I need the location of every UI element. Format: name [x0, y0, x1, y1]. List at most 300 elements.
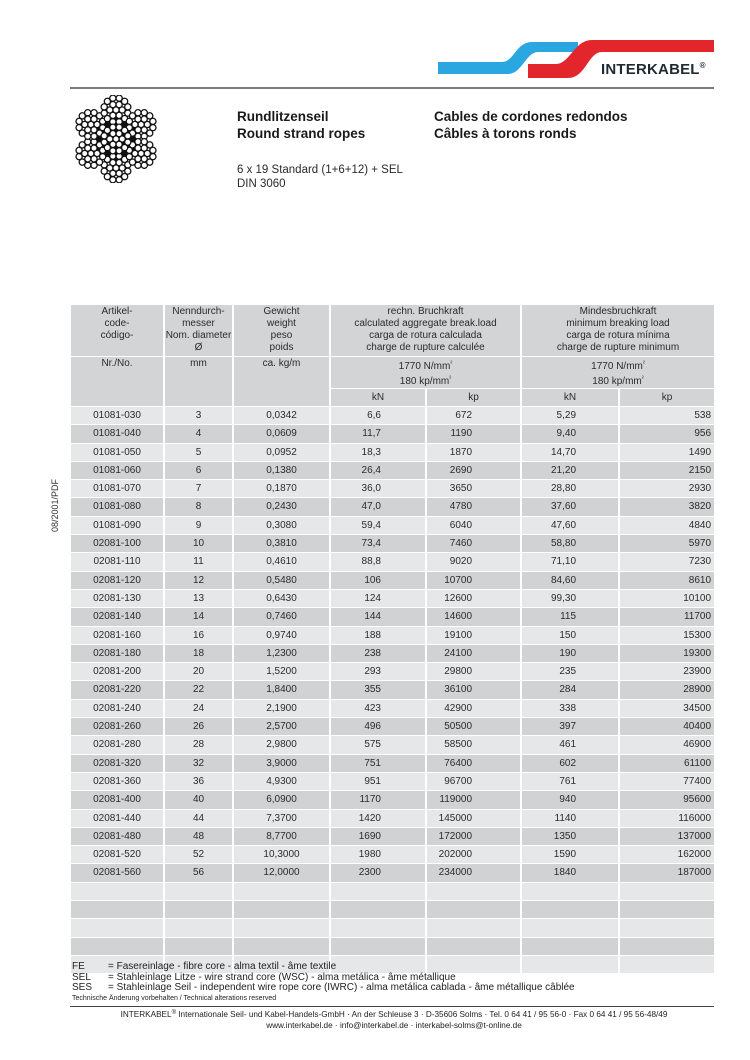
cell-min-kn: 99,30	[522, 590, 620, 608]
cell-diameter: 26	[165, 718, 234, 736]
cell-min-kn: 84,60	[522, 572, 620, 590]
cell-min-kn	[522, 901, 620, 919]
cell-min-kp: 11700	[620, 608, 714, 626]
header-line: código-	[100, 330, 134, 341]
cell-calc-kp: 29800	[427, 663, 522, 681]
cell-min-kn: 58,80	[522, 535, 620, 553]
cell-min-kn: 1140	[522, 810, 620, 828]
cell-min-kp: 15300	[620, 627, 714, 645]
header-line: Nom. diameter	[165, 330, 232, 341]
header-line: charge de rupture minimum	[556, 342, 680, 353]
cell-article-code: 01081-090	[71, 517, 165, 535]
rope-cross-section-icon	[70, 95, 162, 183]
cell-calc-kp	[427, 919, 522, 937]
cell-diameter: 12	[165, 572, 234, 590]
cell-min-kp: 23900	[620, 663, 714, 681]
cell-min-kn: 190	[522, 645, 620, 663]
cell-calc-kp: 234000	[427, 864, 522, 882]
cell-article-code: 01081-060	[71, 462, 165, 480]
header-minimum-load	[522, 305, 714, 357]
header-line: weight	[267, 318, 296, 329]
cell-min-kp: 3820	[620, 498, 714, 516]
strength-nmm2	[331, 358, 520, 373]
cell-min-kp	[620, 901, 714, 919]
cell-calc-kp: 6040	[427, 517, 522, 535]
cell-min-kp: 162000	[620, 846, 714, 864]
cell-diameter: 6	[165, 462, 234, 480]
cell-min-kp: 77400	[620, 773, 714, 791]
cell-calc-kp: 24100	[427, 645, 522, 663]
cell-calc-kp: 119000	[427, 791, 522, 809]
cell-min-kn: 150	[522, 627, 620, 645]
strength-text: 180 kp/mm	[592, 376, 642, 387]
cell-weight: 7,3700	[234, 810, 331, 828]
legend	[72, 962, 575, 1003]
cell-min-kn: 71,10	[522, 553, 620, 571]
cell-weight: 1,5200	[234, 663, 331, 681]
cell-weight: 0,1380	[234, 462, 331, 480]
cell-min-kp: 4840	[620, 517, 714, 535]
table-row	[71, 517, 714, 535]
cell-diameter: 11	[165, 553, 234, 571]
cell-weight: 6,0900	[234, 791, 331, 809]
cell-diameter: 5	[165, 444, 234, 462]
legend-text: = Stahleinlage Seil - independent wire rope core (IWRC) - alma metálica cablada - âme métallique câblée	[108, 982, 575, 993]
header-line: minimum breaking load	[566, 318, 670, 329]
cell-article-code: 02081-400	[71, 791, 165, 809]
cell-weight: 0,0342	[234, 407, 331, 425]
cell-min-kn: 21,20	[522, 462, 620, 480]
cell-article-code: 02081-560	[71, 864, 165, 882]
cell-calc-kp: 202000	[427, 846, 522, 864]
cell-calc-kn: 18,3	[331, 444, 427, 462]
table-row	[71, 700, 714, 718]
cell-calc-kp	[427, 938, 522, 956]
cell-weight: 0,7460	[234, 608, 331, 626]
cell-weight: 0,3810	[234, 535, 331, 553]
unit-kn-min: kN	[522, 389, 620, 407]
cell-min-kn: 9,40	[522, 425, 620, 443]
cell-min-kn: 397	[522, 718, 620, 736]
header-line: code-	[104, 318, 130, 329]
cell-min-kn	[522, 919, 620, 937]
brand-name: INTERKABEL	[601, 61, 700, 78]
cell-calc-kn: 2300	[331, 864, 427, 882]
cell-calc-kn: 423	[331, 700, 427, 718]
cell-weight: 0,2430	[234, 498, 331, 516]
rope-data-table	[71, 305, 714, 974]
table-row	[71, 663, 714, 681]
cell-calc-kn	[331, 938, 427, 956]
cell-article-code: 02081-440	[71, 810, 165, 828]
header-line: charge de rupture calculée	[366, 342, 485, 353]
cell-diameter: 32	[165, 755, 234, 773]
strength-nmm2	[522, 358, 714, 373]
footer-contacts: www.interkabel.de · info@interkabel.de · interkabel-solms@t-online.de	[266, 1021, 522, 1030]
cell-calc-kn: 293	[331, 663, 427, 681]
cell-min-kp: 538	[620, 407, 714, 425]
header-line: rechn. Bruchkraft	[387, 306, 464, 317]
header-line: calculated aggregate break.load	[354, 318, 497, 329]
footer	[70, 1008, 718, 1031]
cell-article-code: 02081-200	[71, 663, 165, 681]
table-row	[71, 407, 714, 425]
table-row	[71, 627, 714, 645]
unit-article-no: Nr./No.	[71, 357, 165, 407]
cell-weight: 0,6430	[234, 590, 331, 608]
cell-diameter	[165, 901, 234, 919]
cell-weight: 0,9740	[234, 627, 331, 645]
cell-calc-kp: 58500	[427, 736, 522, 754]
cell-min-kp: 116000	[620, 810, 714, 828]
cell-weight: 0,0952	[234, 444, 331, 462]
cell-diameter: 10	[165, 535, 234, 553]
cell-min-kp	[620, 883, 714, 901]
superscript: ²	[450, 361, 453, 367]
cell-article-code	[71, 919, 165, 937]
cell-calc-kn: 1980	[331, 846, 427, 864]
cell-calc-kn: 59,4	[331, 517, 427, 535]
cell-calc-kn: 106	[331, 572, 427, 590]
cell-weight: 2,1900	[234, 700, 331, 718]
cell-calc-kn	[331, 883, 427, 901]
empty-table-row	[71, 919, 714, 937]
title-german: Rundlitzenseil	[237, 109, 329, 124]
empty-table-row	[71, 901, 714, 919]
cell-weight: 8,7700	[234, 828, 331, 846]
cell-min-kp: 2150	[620, 462, 714, 480]
cell-min-kn: 1590	[522, 846, 620, 864]
header-line: Ø	[194, 342, 203, 353]
cell-calc-kn: 1420	[331, 810, 427, 828]
cell-diameter: 48	[165, 828, 234, 846]
table-row	[71, 553, 714, 571]
cell-min-kp: 7230	[620, 553, 714, 571]
cell-diameter: 56	[165, 864, 234, 882]
cell-calc-kp: 3650	[427, 480, 522, 498]
cell-article-code	[71, 938, 165, 956]
cell-calc-kp: 2690	[427, 462, 522, 480]
cell-calc-kp: 672	[427, 407, 522, 425]
header-line: Nenndurch-	[172, 306, 225, 317]
cell-article-code: 01081-050	[71, 444, 165, 462]
cell-min-kp	[620, 956, 714, 974]
cell-weight: 0,5480	[234, 572, 331, 590]
cell-weight: 4,9300	[234, 773, 331, 791]
superscript: ²	[449, 376, 452, 382]
cell-calc-kn: 6,6	[331, 407, 427, 425]
cell-min-kn: 338	[522, 700, 620, 718]
cell-min-kp: 19300	[620, 645, 714, 663]
table-row	[71, 791, 714, 809]
cell-weight: 1,2300	[234, 645, 331, 663]
cell-calc-kp: 9020	[427, 553, 522, 571]
cell-calc-kp: 1190	[427, 425, 522, 443]
disclaimer: Technische Änderung vorbehalten / Technical alterations reserved	[72, 994, 277, 1002]
cell-min-kn: 28,80	[522, 480, 620, 498]
legend-text: = Fasereinlage - fibre core - alma textil - âme textile	[108, 961, 337, 972]
cell-min-kn: 461	[522, 736, 620, 754]
unit-kg-per-m: ca. kg/m	[234, 357, 331, 407]
cell-diameter: 9	[165, 517, 234, 535]
cell-diameter: 18	[165, 645, 234, 663]
cell-diameter: 8	[165, 498, 234, 516]
cell-article-code: 02081-480	[71, 828, 165, 846]
cell-calc-kp	[427, 901, 522, 919]
cell-calc-kn: 11,7	[331, 425, 427, 443]
header-article	[71, 305, 165, 357]
cell-article-code: 02081-520	[71, 846, 165, 864]
cell-calc-kn: 124	[331, 590, 427, 608]
unit-kp-calc: kp	[427, 389, 522, 407]
cell-min-kp: 137000	[620, 828, 714, 846]
cell-calc-kn: 751	[331, 755, 427, 773]
table-row	[71, 718, 714, 736]
cell-calc-kp: 7460	[427, 535, 522, 553]
cell-article-code: 02081-220	[71, 681, 165, 699]
legend-item-ses	[72, 983, 575, 994]
cell-calc-kp: 76400	[427, 755, 522, 773]
cell-calc-kp: 12600	[427, 590, 522, 608]
cell-article-code: 02081-360	[71, 773, 165, 791]
cell-calc-kn: 951	[331, 773, 427, 791]
header-diameter	[165, 305, 234, 357]
cell-weight: 1,8400	[234, 681, 331, 699]
unit-kn-calc: kN	[331, 389, 427, 407]
header-line: Gewicht	[263, 306, 300, 317]
header-calculated-load	[331, 305, 522, 357]
title-english: Round strand ropes	[237, 126, 366, 141]
strength-kpmm2	[331, 373, 520, 388]
cell-calc-kp: 36100	[427, 681, 522, 699]
header-line: messer	[182, 318, 215, 329]
cell-calc-kp: 10700	[427, 572, 522, 590]
table-row	[71, 828, 714, 846]
title-french: Câbles à torons ronds	[434, 126, 577, 141]
table-row	[71, 572, 714, 590]
cell-min-kp: 1490	[620, 444, 714, 462]
cell-calc-kn: 575	[331, 736, 427, 754]
cell-min-kn: 602	[522, 755, 620, 773]
cell-diameter	[165, 938, 234, 956]
cell-weight: 12,0000	[234, 864, 331, 882]
cell-calc-kn: 1170	[331, 791, 427, 809]
cell-diameter: 7	[165, 480, 234, 498]
header-line: Mindesbruchkraft	[579, 306, 657, 317]
cell-min-kn: 761	[522, 773, 620, 791]
cell-weight: 0,0609	[234, 425, 331, 443]
cell-min-kn: 37,60	[522, 498, 620, 516]
legend-item-fe	[72, 962, 575, 973]
table-row	[71, 498, 714, 516]
cell-min-kp: 5970	[620, 535, 714, 553]
cell-calc-kn: 188	[331, 627, 427, 645]
cell-weight	[234, 901, 331, 919]
cell-diameter: 24	[165, 700, 234, 718]
footer-divider	[70, 1006, 714, 1007]
empty-table-row	[71, 938, 714, 956]
header-line: carga de rotura mínima	[566, 330, 670, 341]
cell-calc-kp: 50500	[427, 718, 522, 736]
header-weight	[234, 305, 331, 357]
footer-address	[70, 1008, 718, 1020]
cell-diameter: 52	[165, 846, 234, 864]
table-row	[71, 645, 714, 663]
cell-calc-kn: 238	[331, 645, 427, 663]
table-row	[71, 608, 714, 626]
cell-weight	[234, 919, 331, 937]
cell-weight	[234, 938, 331, 956]
cell-min-kp	[620, 919, 714, 937]
cell-min-kp: 187000	[620, 864, 714, 882]
legend-abbr: SES	[72, 982, 93, 993]
brand-wordmark	[601, 61, 706, 78]
cell-diameter: 16	[165, 627, 234, 645]
strength-text: 1770 N/mm	[591, 361, 643, 372]
table-body	[71, 407, 714, 974]
top-divider	[70, 87, 714, 89]
cell-diameter: 3	[165, 407, 234, 425]
cell-article-code: 02081-120	[71, 572, 165, 590]
cell-article-code	[71, 901, 165, 919]
rope-specification	[237, 163, 403, 191]
cell-min-kn	[522, 883, 620, 901]
cell-calc-kn	[331, 919, 427, 937]
unit-strength-calc	[331, 357, 522, 389]
document-code: 08/2001/PDF	[50, 478, 60, 532]
cell-article-code: 02081-280	[71, 736, 165, 754]
cell-calc-kn: 73,4	[331, 535, 427, 553]
table-row	[71, 810, 714, 828]
cell-min-kp: 2930	[620, 480, 714, 498]
cell-min-kp: 28900	[620, 681, 714, 699]
superscript: ²	[641, 376, 644, 382]
cell-calc-kn: 47,0	[331, 498, 427, 516]
cell-calc-kn: 496	[331, 718, 427, 736]
table-row	[71, 462, 714, 480]
cell-calc-kn: 36,0	[331, 480, 427, 498]
cell-min-kn: 940	[522, 791, 620, 809]
cell-diameter: 14	[165, 608, 234, 626]
cell-article-code: 02081-100	[71, 535, 165, 553]
cell-min-kp: 34500	[620, 700, 714, 718]
cell-weight: 0,3080	[234, 517, 331, 535]
cell-article-code: 01081-080	[71, 498, 165, 516]
cell-article-code: 02081-130	[71, 590, 165, 608]
cell-calc-kp: 172000	[427, 828, 522, 846]
cell-min-kn: 1840	[522, 864, 620, 882]
title-es-fr	[434, 108, 628, 142]
cell-min-kn: 284	[522, 681, 620, 699]
cell-diameter: 4	[165, 425, 234, 443]
cell-min-kn: 1350	[522, 828, 620, 846]
unit-strength-min	[522, 357, 714, 389]
unit-mm: mm	[165, 357, 234, 407]
cell-weight: 2,5700	[234, 718, 331, 736]
cell-min-kp: 10100	[620, 590, 714, 608]
cell-calc-kn: 355	[331, 681, 427, 699]
cell-min-kn: 14,70	[522, 444, 620, 462]
cell-min-kp: 46900	[620, 736, 714, 754]
legend-text: = Stahleinlage Litze - wire strand core (WSC) - alma metálica - âme métallique	[108, 971, 456, 983]
cell-min-kn: 235	[522, 663, 620, 681]
header-line: carga de rotura calculada	[369, 330, 482, 341]
cell-diameter: 44	[165, 810, 234, 828]
title-spanish: Cables de cordones redondos	[434, 109, 628, 124]
cell-diameter: 40	[165, 791, 234, 809]
cell-diameter: 20	[165, 663, 234, 681]
cell-calc-kp: 14600	[427, 608, 522, 626]
cell-article-code: 01081-040	[71, 425, 165, 443]
header-line: peso	[270, 330, 293, 341]
cell-article-code: 01081-030	[71, 407, 165, 425]
cell-weight: 10,3000	[234, 846, 331, 864]
table-row	[71, 444, 714, 462]
cell-calc-kn: 1690	[331, 828, 427, 846]
table-row	[71, 736, 714, 754]
strength-text: 1770 N/mm	[398, 361, 451, 372]
cell-article-code: 02081-140	[71, 608, 165, 626]
table-row	[71, 864, 714, 882]
cell-min-kn	[522, 938, 620, 956]
cell-article-code: 02081-160	[71, 627, 165, 645]
cell-calc-kp: 19100	[427, 627, 522, 645]
table-row	[71, 755, 714, 773]
header-line: Artikel-	[101, 306, 133, 317]
table-row	[71, 681, 714, 699]
cell-min-kp	[620, 938, 714, 956]
unit-kp-min: kp	[620, 389, 714, 407]
cell-article-code: 02081-260	[71, 718, 165, 736]
cell-calc-kn: 88,8	[331, 553, 427, 571]
cell-min-kp: 40400	[620, 718, 714, 736]
cell-calc-kp: 4780	[427, 498, 522, 516]
cell-min-kp: 8610	[620, 572, 714, 590]
construction-spec: 6 x 19 Standard (1+6+12) + SEL	[237, 164, 403, 176]
cell-calc-kp: 1870	[427, 444, 522, 462]
cell-min-kp: 95600	[620, 791, 714, 809]
cell-diameter: 36	[165, 773, 234, 791]
legend-abbr: FE	[72, 961, 85, 972]
cell-diameter	[165, 919, 234, 937]
cell-calc-kn: 26,4	[331, 462, 427, 480]
strength-text: 180 kp/mm	[399, 376, 450, 387]
header-line: poids	[269, 342, 294, 353]
cell-calc-kp: 42900	[427, 700, 522, 718]
registered-mark: ®	[171, 1010, 176, 1016]
cell-article-code: 02081-180	[71, 645, 165, 663]
cell-calc-kp: 96700	[427, 773, 522, 791]
title-de-en	[237, 108, 365, 142]
cell-article-code	[71, 883, 165, 901]
table-row	[71, 773, 714, 791]
legend-abbr: SEL	[72, 971, 91, 983]
cell-diameter: 28	[165, 736, 234, 754]
table-row	[71, 425, 714, 443]
cell-min-kn: 5,29	[522, 407, 620, 425]
cell-calc-kp: 145000	[427, 810, 522, 828]
cell-weight: 2,9800	[234, 736, 331, 754]
empty-table-row	[71, 883, 714, 901]
cell-diameter: 22	[165, 681, 234, 699]
table-row	[71, 480, 714, 498]
cell-weight	[234, 883, 331, 901]
cell-weight: 3,9000	[234, 755, 331, 773]
registered-mark: ®	[699, 61, 706, 70]
cell-article-code: 02081-320	[71, 755, 165, 773]
table-row	[71, 535, 714, 553]
cell-article-code: 02081-110	[71, 553, 165, 571]
